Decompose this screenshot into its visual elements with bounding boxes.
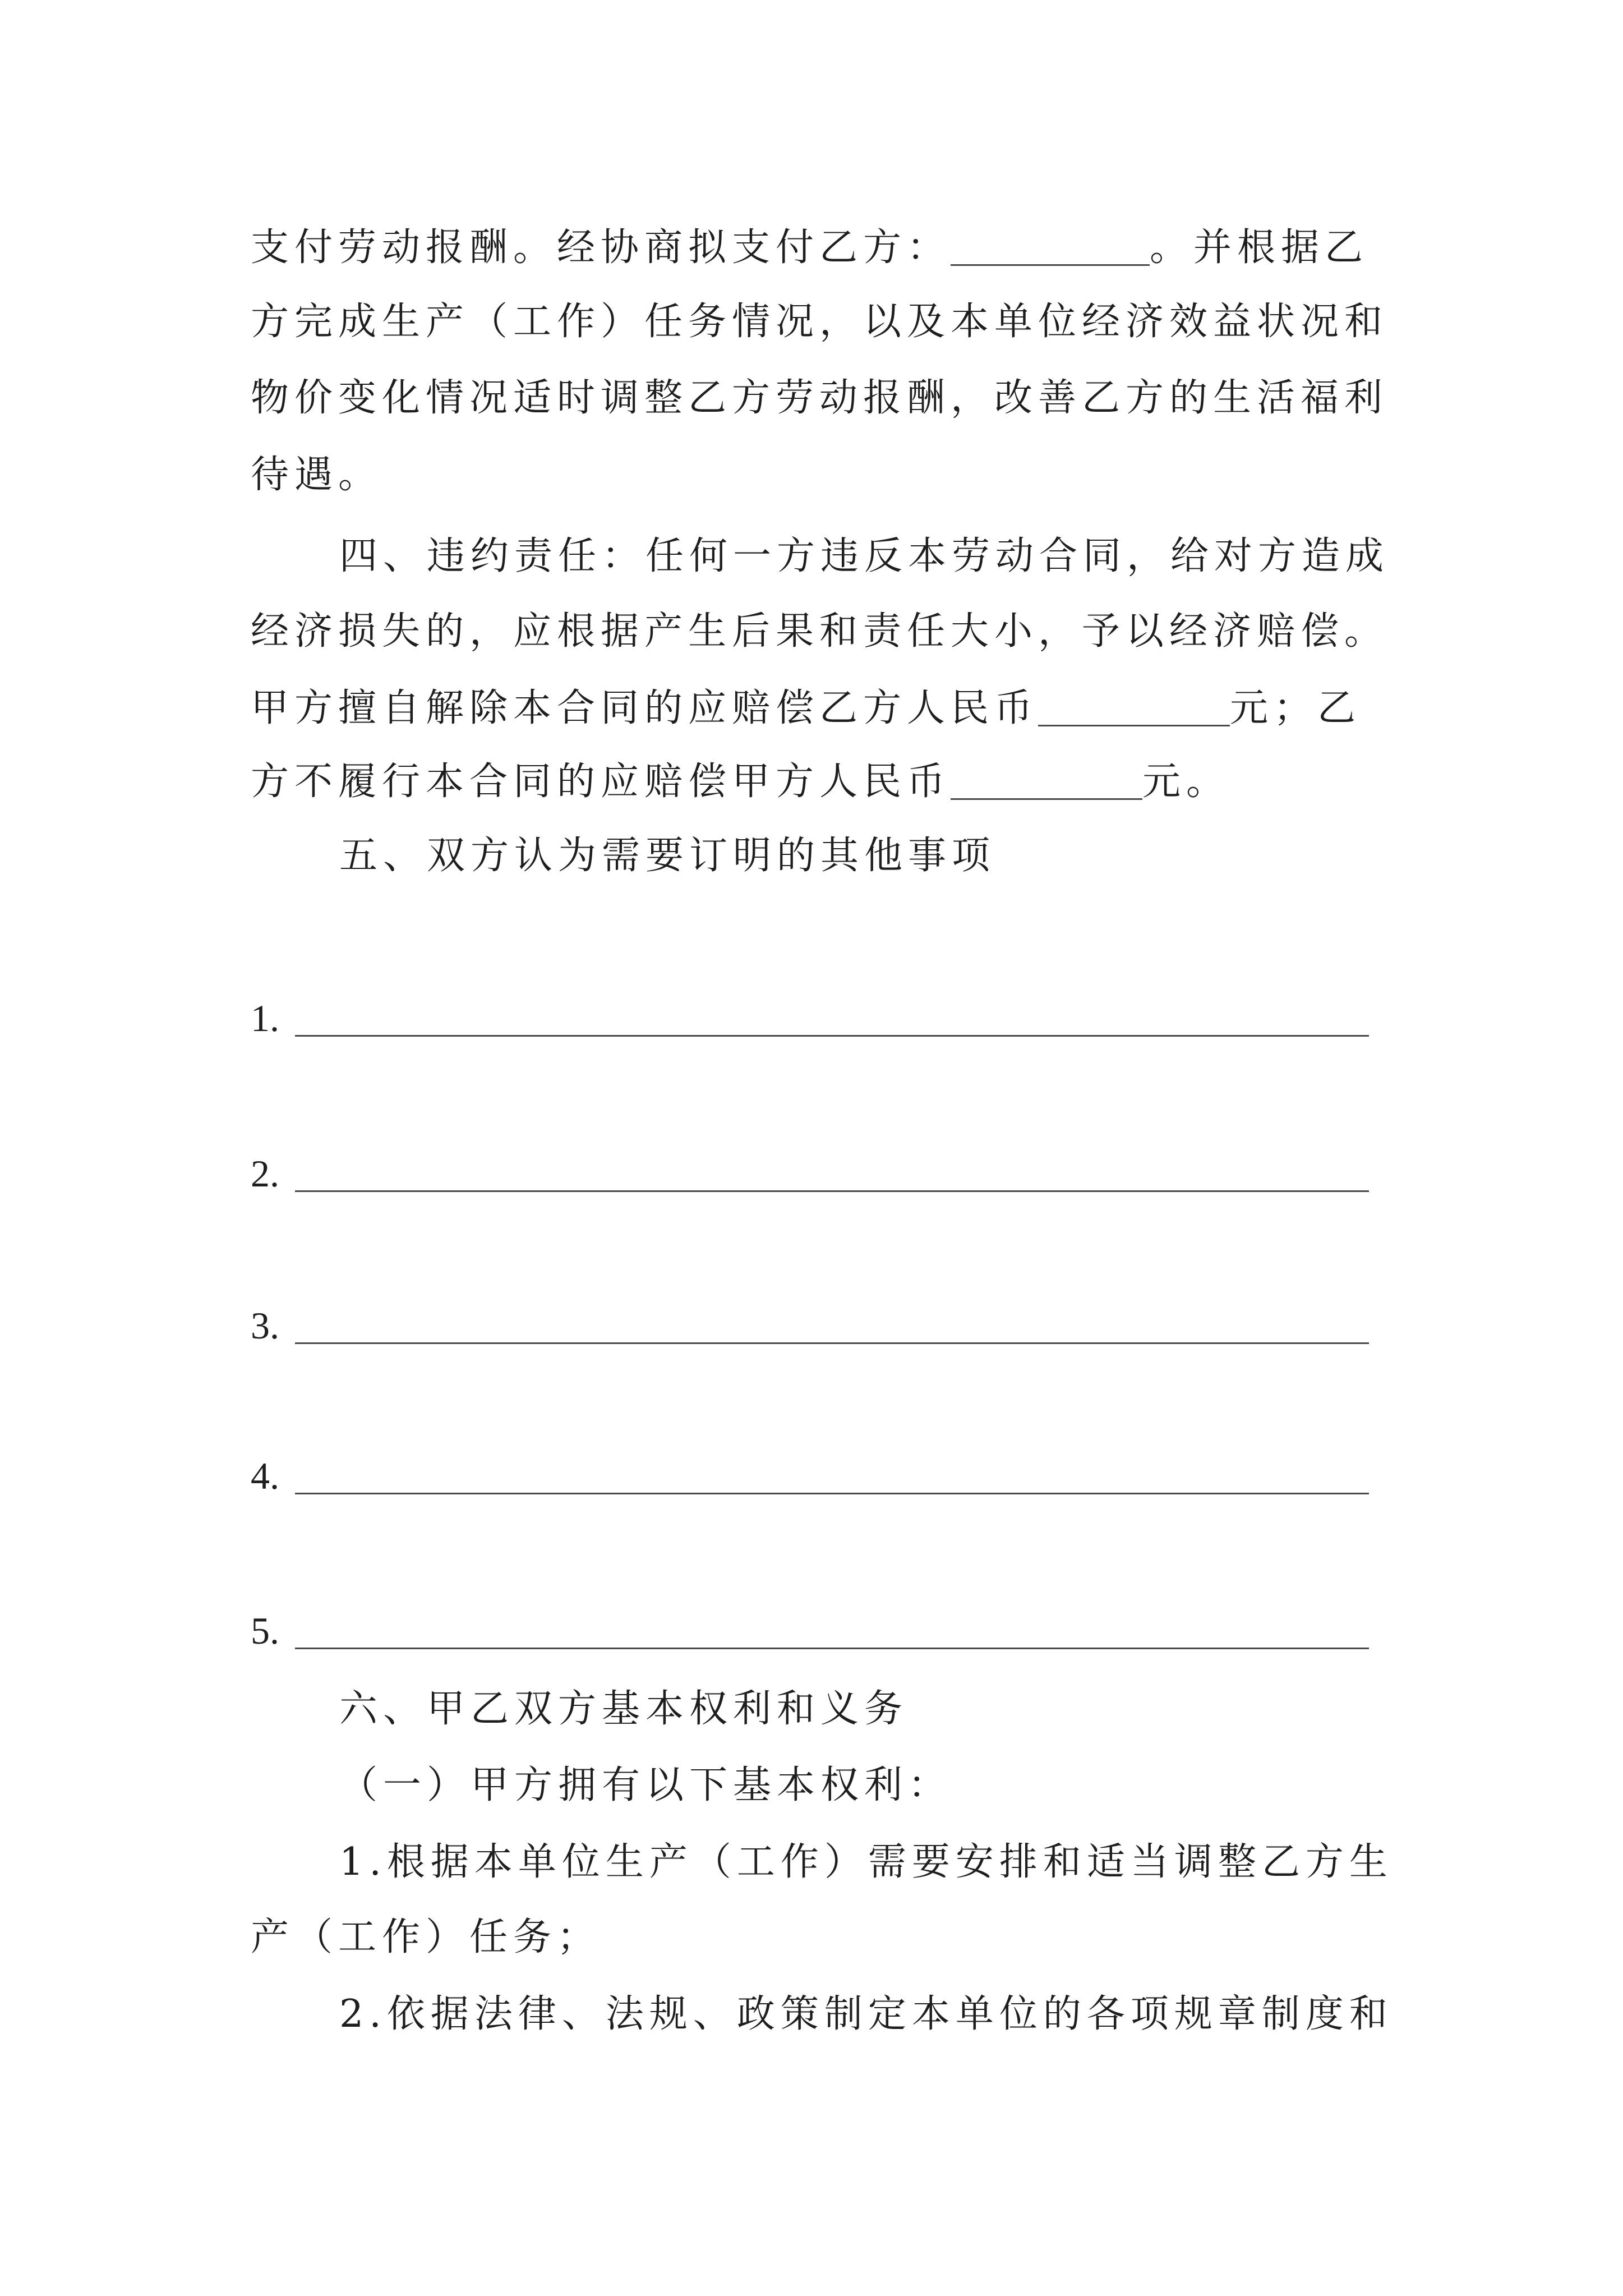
clause4-line-4-text-a: 方不履行本合同的应赔偿甲方人民币 xyxy=(251,760,951,804)
other-item-5 xyxy=(251,1605,1369,1656)
clause4-line-3-text-a: 甲方擅自解除本合同的应赔偿乙方人民币 xyxy=(251,686,1039,730)
other-item-number: 1. xyxy=(251,997,279,1039)
clause4-line-2: 经济损失的，应根据产生后果和责任大小，予以经济赔偿。 xyxy=(251,609,1389,654)
clause3-line-1-text-a: 支付劳动报酬。经协商拟支付乙方： xyxy=(251,226,951,270)
other-item-blank xyxy=(295,1493,1369,1494)
clause6-item-2-line-1: 2.依据法律、法规、政策制定本单位的各项规章制度和 xyxy=(339,1992,1393,2036)
clause3-line-2: 方完成生产（工作）任务情况，以及本单位经济效益状况和 xyxy=(251,300,1389,344)
other-item-number: 4. xyxy=(251,1455,279,1497)
other-item-blank xyxy=(295,1035,1369,1037)
clause4-line-3 xyxy=(251,683,1361,734)
clause4-line-3-text-b: 元；乙 xyxy=(1230,686,1362,730)
payment-amount-blank xyxy=(951,264,1150,266)
clause6-item-1-line-1: 1.根据本单位生产（工作）需要安排和适当调整乙方生 xyxy=(339,1840,1393,1884)
clause6-heading: 六、甲乙双方基本权利和义务 xyxy=(339,1687,909,1731)
clause3-line-1 xyxy=(251,223,1368,273)
clause3-line-4: 待遇。 xyxy=(251,453,382,497)
clause6-item-1-line-2: 产（工作）任务； xyxy=(251,1915,601,1959)
clause4-line-4-text-b: 元。 xyxy=(1142,760,1230,804)
other-item-1 xyxy=(251,993,1369,1043)
other-item-number: 2. xyxy=(251,1152,279,1195)
clause4-heading-line: 四、违约责任：任何一方违反本劳动合同，给对方造成 xyxy=(339,534,1390,578)
other-item-blank xyxy=(295,1342,1369,1344)
other-item-2 xyxy=(251,1148,1369,1199)
clause4-line-4 xyxy=(251,757,1230,807)
other-item-4 xyxy=(251,1451,1369,1501)
other-item-number: 5. xyxy=(251,1609,279,1652)
clause3-line-1-text-b: 。并根据乙 xyxy=(1150,226,1369,270)
other-item-blank xyxy=(295,1648,1369,1649)
party-a-compensation-blank xyxy=(1038,725,1230,726)
other-item-3 xyxy=(251,1300,1369,1351)
other-item-blank xyxy=(295,1190,1369,1192)
clause3-line-3: 物价变化情况适时调整乙方劳动报酬，改善乙方的生活福利 xyxy=(251,376,1389,420)
clause5-heading: 五、双方认为需要订明的其他事项 xyxy=(339,834,996,878)
party-b-compensation-blank xyxy=(951,798,1142,800)
clause6-subheading-1: （一）甲方拥有以下基本权利： xyxy=(339,1763,952,1807)
other-item-number: 3. xyxy=(251,1304,279,1347)
